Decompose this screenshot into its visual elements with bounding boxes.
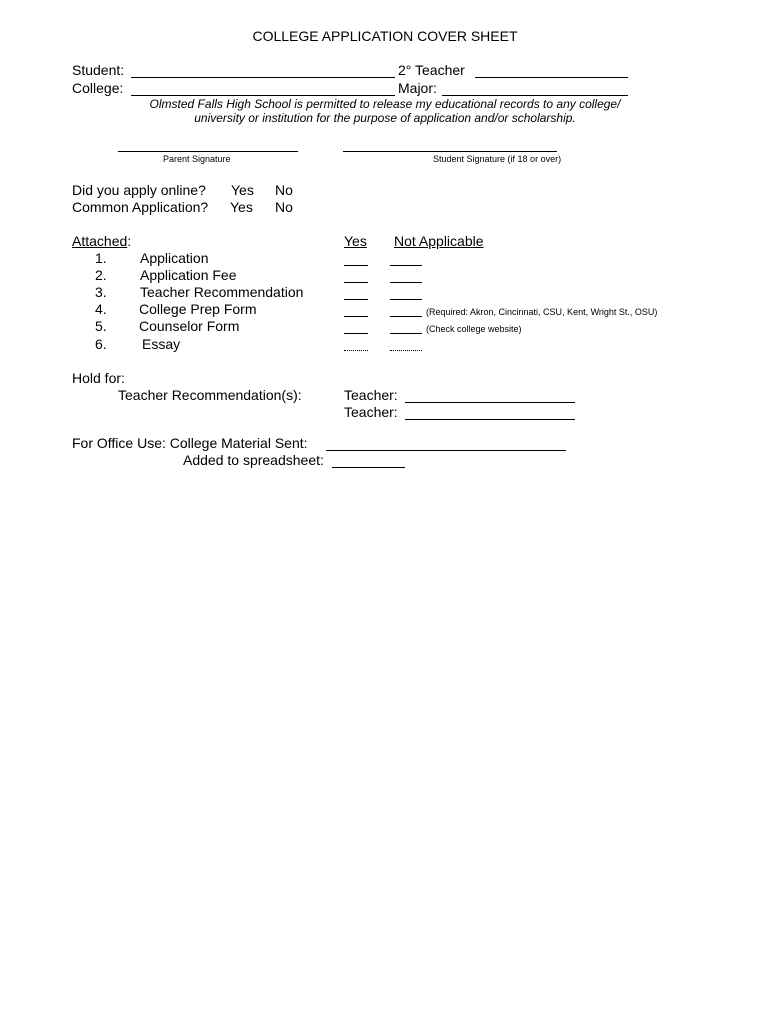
item-na-blank[interactable] (390, 299, 422, 300)
item-yes-blank[interactable] (344, 350, 368, 351)
attached-heading (72, 233, 131, 249)
item-label: College Prep Form (139, 301, 257, 317)
item-note: (Required: Akron, Cincinnati, CSU, Kent, Wright St., OSU) (426, 307, 658, 317)
page-title: COLLEGE APPLICATION COVER SHEET (252, 28, 518, 44)
major-field[interactable] (442, 95, 628, 96)
item-number: 2. (95, 267, 107, 283)
item-yes-blank[interactable] (344, 316, 368, 317)
item-na-blank[interactable] (390, 316, 422, 317)
hold-teacher-2-label: Teacher: (344, 404, 398, 420)
apply-online-no[interactable]: No (275, 182, 293, 198)
college-label: College: (72, 80, 124, 96)
major-label: Major: (398, 80, 437, 96)
added-to-spreadsheet-field[interactable] (332, 467, 405, 468)
teacher-recommendations-label: Teacher Recommendation(s): (118, 387, 302, 403)
student-signature-line[interactable] (343, 151, 557, 152)
parent-signature-line[interactable] (118, 151, 298, 152)
hold-teacher-2-field[interactable] (405, 419, 575, 420)
item-label: Essay (142, 336, 181, 352)
item-number: 5. (95, 318, 107, 334)
college-field[interactable] (131, 95, 395, 96)
teacher-field[interactable] (475, 77, 628, 78)
teacher-label: 2° Teacher (398, 62, 465, 78)
attached-label: Attached (72, 233, 128, 249)
added-to-spreadsheet-label: Added to spreadsheet: (183, 452, 324, 468)
hold-for-label: Hold for: (72, 370, 125, 386)
na-column-header: Not Applicable (394, 233, 484, 249)
item-na-blank[interactable] (390, 265, 422, 266)
college-material-sent-label: For Office Use: College Material Sent: (72, 435, 308, 451)
item-yes-blank[interactable] (344, 333, 368, 334)
attached-colon: : (127, 233, 132, 249)
hold-teacher-1-label: Teacher: (344, 387, 398, 403)
item-label: Teacher Recommendation (140, 284, 304, 300)
release-text-line2: university or institution for the purpose of application and/or scholarship. (194, 111, 576, 125)
student-label: Student: (72, 62, 125, 78)
item-na-blank[interactable] (390, 333, 422, 334)
apply-online-question: Did you apply online? (72, 182, 206, 198)
item-number: 1. (95, 250, 107, 266)
apply-online-yes[interactable]: Yes (231, 182, 254, 198)
common-app-yes[interactable]: Yes (230, 199, 253, 215)
yes-column-header: Yes (344, 233, 367, 249)
item-na-blank[interactable] (390, 350, 422, 351)
item-label: Counselor Form (139, 318, 240, 334)
student-field[interactable] (131, 77, 395, 78)
item-yes-blank[interactable] (344, 282, 368, 283)
student-signature-label: Student Signature (if 18 or over) (433, 154, 562, 164)
item-number: 3. (95, 284, 107, 300)
item-yes-blank[interactable] (344, 265, 368, 266)
item-label: Application Fee (140, 267, 237, 283)
common-app-question: Common Application? (72, 199, 209, 215)
common-app-no[interactable]: No (275, 199, 293, 215)
release-text-line1: Olmsted Falls High School is permitted to release my educational records to any college/ (149, 97, 621, 111)
college-material-sent-field[interactable] (326, 450, 566, 451)
item-na-blank[interactable] (390, 282, 422, 283)
item-label: Application (140, 250, 209, 266)
parent-signature-label: Parent Signature (163, 154, 231, 164)
item-yes-blank[interactable] (344, 299, 368, 300)
item-number: 6. (95, 336, 107, 352)
item-number: 4. (95, 301, 107, 317)
hold-teacher-1-field[interactable] (405, 402, 575, 403)
item-note: (Check college website) (426, 324, 522, 334)
